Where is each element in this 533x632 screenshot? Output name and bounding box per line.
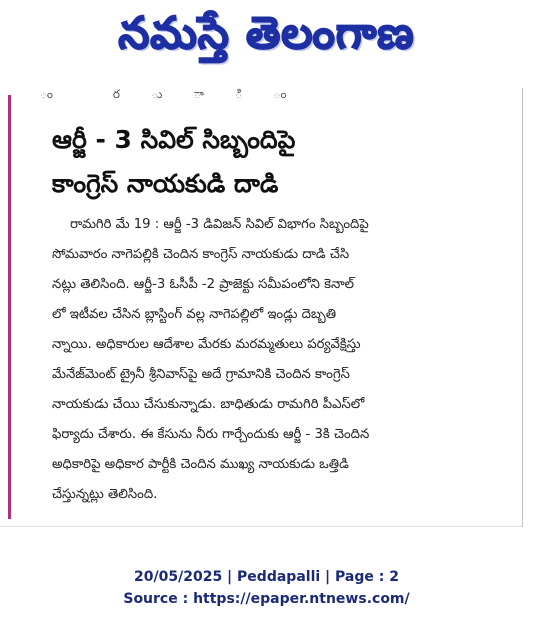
body-line: సోమవారం నాగెపల్లికి చెందిన కాంగ్రెస్ నాయకుడు దాడి చేసి: [52, 247, 350, 262]
clipped-text-strip: ం ర ు ా ి ం: [40, 88, 315, 101]
headline-line-1: ఆర్జీ - 3 సివిల్ సిబ్బందిపై: [52, 125, 296, 154]
body-line: మేనేజ్‌మెంట్ ట్రైనీ శ్రీనివాస్‌పై అదే గ్రామానికి చెందిన కాంగ్రెస్: [52, 367, 350, 382]
body-line: ఫిర్యాదు చేశారు. ఈ కేసును నీరు గార్చేందుకు ఆర్జీ - 3కి చెందిన: [52, 427, 370, 442]
body-line: న్నాయి. అధికారుల ఆదేశాల మేరకు మరమ్మతులు పర్యవేక్షిస్తు: [52, 337, 361, 352]
body-line: నాయకుడు చేయి చేసుకున్నాడు. బాధితుడు రామగిరి పీఎస్‌లో: [52, 397, 365, 412]
clipping-footer: [0, 566, 533, 610]
date-edition-page: 20/05/2025 | Peddapalli | Page : 2: [134, 569, 399, 585]
body-line: అధికారిపై అధికార పార్టీకి చెందిన ముఖ్య నాయకుడు ఒత్తిడి: [52, 457, 349, 472]
left-margin-rule: [8, 95, 11, 519]
masthead: [0, 0, 533, 78]
body-line: నట్లు తెలిసింది. ఆర్జీ-3 ఓసీపీ -2 ప్రాజెక్టు సమీపంలోని కెనాల్: [52, 277, 355, 292]
body-line: రామగిరి మే 19 : ఆర్జీ -3 డివిజన్ సివిల్ విభాగం సిబ్బందిపై: [70, 217, 369, 232]
newspaper-logo: నమస్తే తెలంగాణ: [118, 8, 415, 59]
article-headline: [52, 118, 492, 206]
body-line: లో ఇటీవల చేసిన బ్లాస్టింగ్ వల్ల నాగెపల్లిలో ఇండ్లు దెబ్బతి: [52, 307, 337, 322]
source-link[interactable]: Source : https://epaper.ntnews.com/: [123, 591, 410, 607]
article-body: [52, 210, 517, 510]
headline-line-2: కాంగ్రెస్ నాయకుడి దాడి: [52, 169, 279, 198]
body-line: చేస్తున్నట్లు తెలిసింది.: [52, 487, 158, 502]
